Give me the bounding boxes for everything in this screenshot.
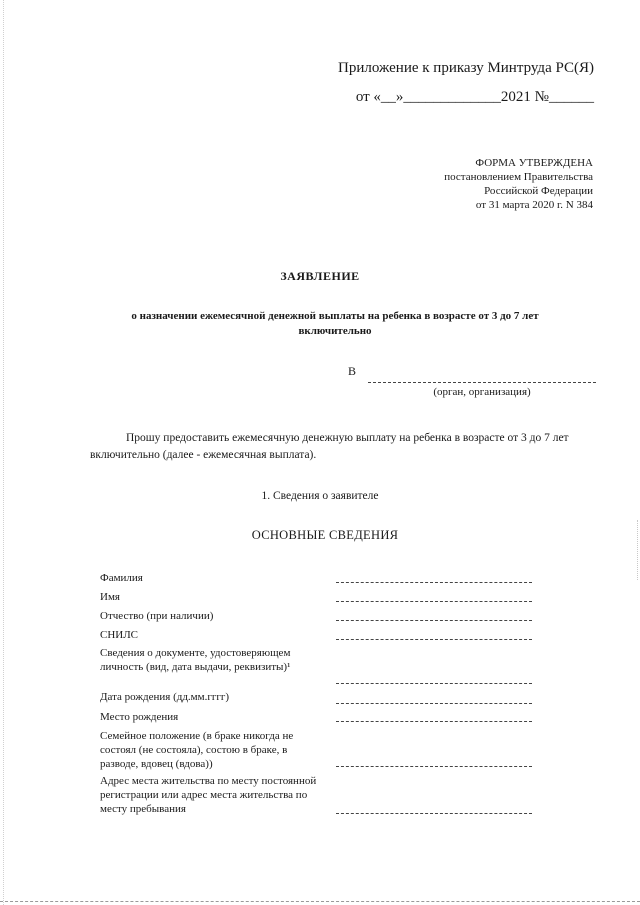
document-title: ЗАЯВЛЕНИЕ [280, 269, 360, 283]
approval-line-4: от 31 марта 2020 г. N 384 [475, 199, 593, 211]
field-line-snils [336, 639, 532, 640]
field-label-identity-document: Сведения о документе, удостоверяющем личность (вид, дата выдачи, реквизиты)¹ [100, 647, 291, 673]
approval-stamp [444, 156, 593, 212]
approval-line-2: постановлением Правительства [444, 171, 593, 183]
recipient-caption: (орган, организация) [433, 386, 531, 398]
field-label-surname: Фамилия [100, 572, 143, 584]
recipient-prefix: В [348, 364, 357, 378]
document-subtitle: о назначении ежемесячной денежной выплаты на ребенка в возрасте от 3 до 7 лет включительно [131, 310, 539, 337]
field-label-snils: СНИЛС [100, 629, 139, 641]
scan-bottom-edge [0, 901, 640, 902]
field-label-patronymic: Отчество (при наличии) [100, 610, 214, 622]
field-line-patronymic [336, 620, 532, 621]
field-line-birth-date [336, 703, 532, 704]
field-label-name: Имя [100, 591, 120, 603]
annex-reference: Приложение к приказу Минтруда РС(Я) [338, 60, 594, 76]
field-label-address: Адрес места жительства по месту постоянной регистрации или адрес места жительства по месту пребывания [100, 775, 317, 815]
scan-left-edge [3, 0, 4, 905]
annex-date-line: от «__»_____________2021 №______ [355, 89, 594, 105]
approval-line-3: Российской Федерации [484, 185, 593, 197]
field-label-birth-place: Место рождения [100, 711, 179, 723]
request-paragraph: Прошу предоставить ежемесячную денежную выплату на ребенка в возрасте от 3 до 7 лет включительно (далее - ежемесячная выплата). [90, 432, 569, 461]
approval-line-1: ФОРМА УТВЕРЖДЕНА [475, 157, 593, 169]
recipient-fill-line [368, 382, 596, 383]
field-label-marital-status: Семейное положение (в браке никогда не состоял (не состояла), состою в браке, в разводе, вдовец (вдова)) [100, 730, 294, 770]
field-line-address [336, 813, 532, 814]
field-line-surname [336, 582, 532, 583]
field-line-marital-status [336, 766, 532, 767]
field-line-name [336, 601, 532, 602]
section-heading: 1. Сведения о заявителе [261, 490, 379, 502]
field-label-birth-date: Дата рождения (дд.мм.гггг) [100, 691, 230, 703]
field-line-identity-document [336, 683, 532, 684]
basic-info-heading: ОСНОВНЫЕ СВЕДЕНИЯ [251, 528, 399, 542]
field-line-birth-place [336, 721, 532, 722]
